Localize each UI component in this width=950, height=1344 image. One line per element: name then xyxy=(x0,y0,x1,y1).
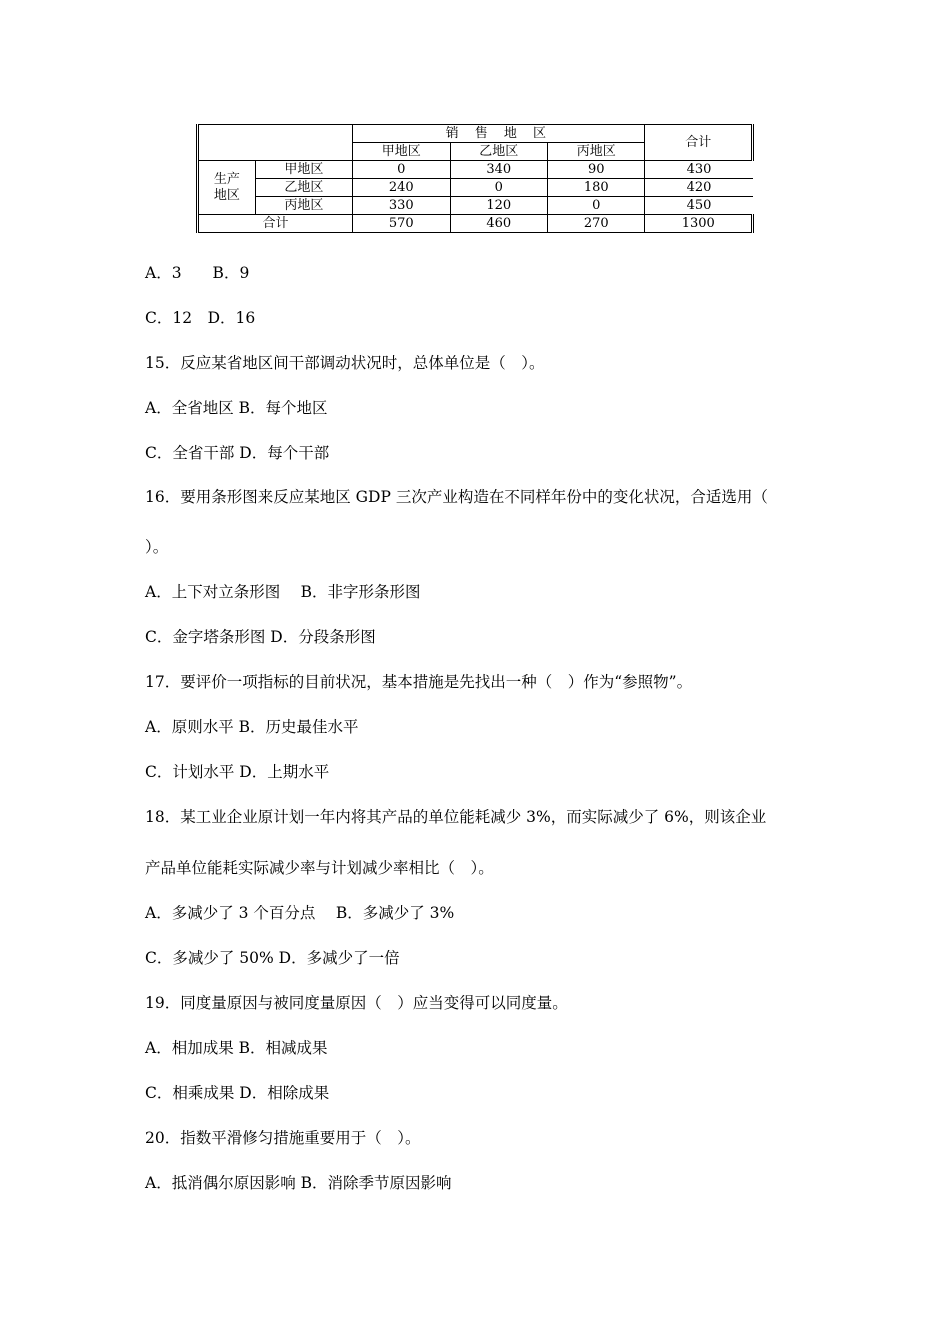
production-label-line-1: 生产 xyxy=(213,171,240,187)
production-region-label xyxy=(198,161,256,215)
table-cell: 570 xyxy=(353,215,450,233)
question-20: 20．指数平滑修匀措施重要用于（ ）。 xyxy=(145,1129,421,1147)
question-17: 17．要评价一项指标的目前状况，基本措施是先找出一种（ ）作为“参照物”。 xyxy=(145,673,693,691)
table-total-row xyxy=(198,215,753,233)
total-row-label: 合计 xyxy=(198,215,353,233)
option-line-ab: A．抵消偶尔原因影响 B．消除季节原因影响 xyxy=(145,1174,452,1192)
table-cell: 0 xyxy=(548,197,645,215)
option-line-cd: C．多减少了 50% D．多减少了一倍 xyxy=(145,949,400,967)
table-cell: 340 xyxy=(450,161,547,179)
table-row xyxy=(198,179,753,197)
total-header: 合计 xyxy=(645,125,753,161)
option-line-cd: C．金字塔条形图 D．分段条形图 xyxy=(145,628,376,646)
table-cell: 330 xyxy=(353,197,450,215)
table-cell: 90 xyxy=(548,161,645,179)
option-line-ab: A．相加成果 B．相减成果 xyxy=(145,1039,328,1057)
column-header: 甲地区 xyxy=(353,143,450,161)
option-line-ab: A．3 B．9 xyxy=(145,264,250,282)
table-cell: 120 xyxy=(450,197,547,215)
table-cell: 460 xyxy=(450,215,547,233)
sales-region-header: 销 售 地 区 xyxy=(353,125,645,143)
table-corner-cell xyxy=(198,125,353,161)
table-cell: 0 xyxy=(353,161,450,179)
table-cell: 270 xyxy=(548,215,645,233)
table-row xyxy=(198,197,753,215)
row-total: 450 xyxy=(645,197,753,215)
table-cell: 240 xyxy=(353,179,450,197)
table-header-row-1 xyxy=(198,125,753,143)
question-18: 18．某工业企业原计划一年内将其产品的单位能耗减少 3%，而实际减少了 6%，则该企业 xyxy=(145,808,767,826)
option-line-cd: C．相乘成果 D．相除成果 xyxy=(145,1084,330,1102)
production-label-line-2: 地区 xyxy=(213,187,240,203)
option-line-ab: A．上下对立条形图 B．非字形条形图 xyxy=(145,583,421,601)
option-line-ab: A．全省地区 B．每个地区 xyxy=(145,399,328,417)
question-16-continuation: ）。 xyxy=(145,538,169,556)
table-cell: 0 xyxy=(450,179,547,197)
question-15: 15．反应某省地区间干部调动状况时，总体单位是（ ）。 xyxy=(145,354,545,372)
row-label: 甲地区 xyxy=(255,161,352,179)
column-header: 乙地区 xyxy=(450,143,547,161)
question-18-continuation: 产品单位能耗实际减少率与计划减少率相比（ ）。 xyxy=(145,859,494,877)
option-line-cd: C．全省干部 D．每个干部 xyxy=(145,444,330,462)
option-line-cd: C．12 D．16 xyxy=(145,309,256,327)
sales-matrix-table xyxy=(196,124,754,233)
column-header: 丙地区 xyxy=(548,143,645,161)
question-19: 19．同度量原因与被同度量原因（ ）应当变得可以同度量。 xyxy=(145,994,568,1012)
option-line-ab: A．多减少了 3 个百分点 B．多减少了 3% xyxy=(145,904,455,922)
grand-total: 1300 xyxy=(645,215,753,233)
question-16: 16．要用条形图来反应某地区 GDP 三次产业构造在不同样年份中的变化状况，合适选用（ xyxy=(145,488,768,506)
row-label: 丙地区 xyxy=(255,197,352,215)
option-line-cd: C．计划水平 D．上期水平 xyxy=(145,763,330,781)
row-label: 乙地区 xyxy=(255,179,352,197)
table-cell: 180 xyxy=(548,179,645,197)
row-total: 420 xyxy=(645,179,753,197)
sales-matrix-table-wrap xyxy=(196,124,754,233)
table-row xyxy=(198,161,753,179)
option-line-ab: A．原则水平 B．历史最佳水平 xyxy=(145,718,359,736)
row-total: 430 xyxy=(645,161,753,179)
